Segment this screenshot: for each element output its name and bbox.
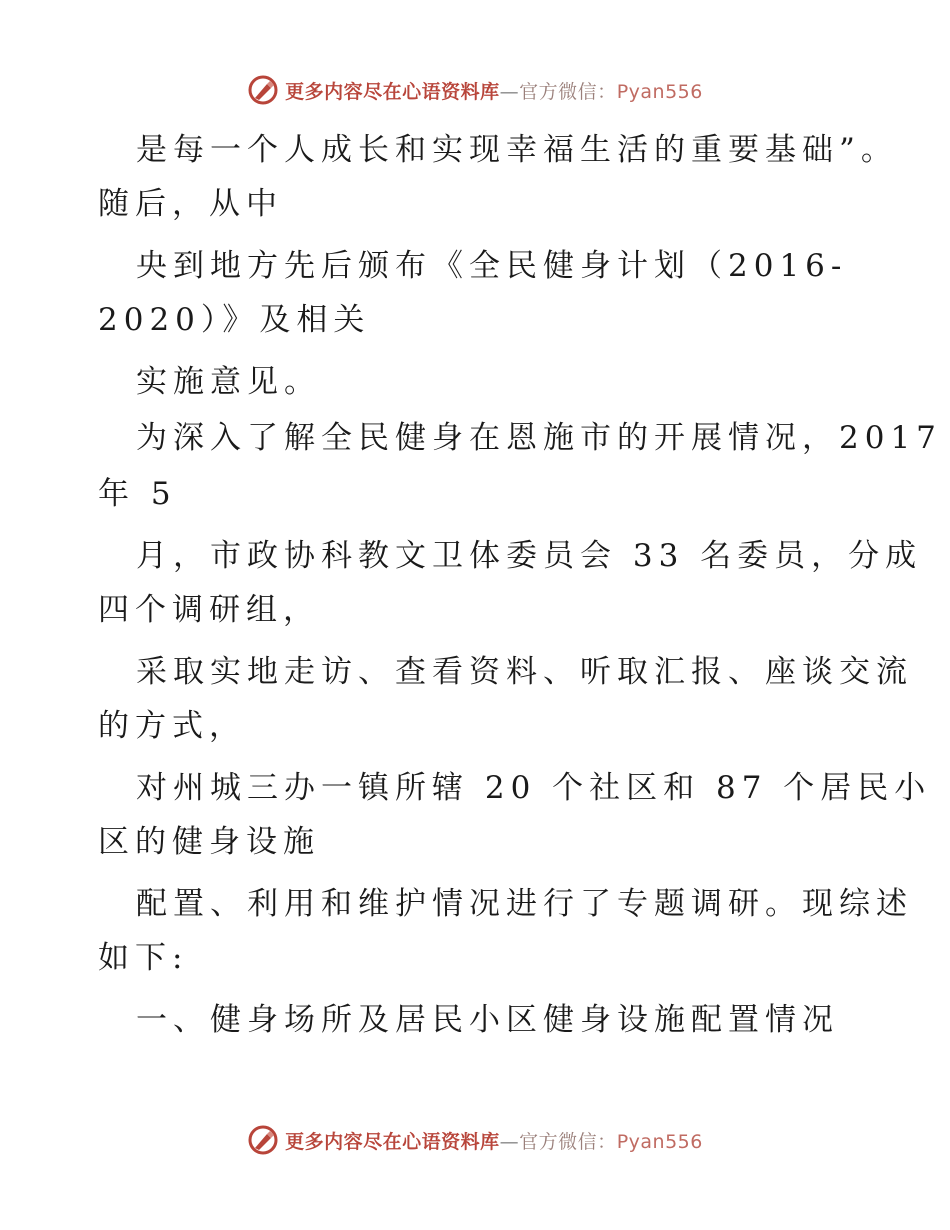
- watermark-brand: 更多内容尽在心语资料库: [285, 1130, 500, 1153]
- watermark-account: Pyan556: [616, 80, 703, 103]
- watermark-separator: —: [499, 1130, 520, 1153]
- header-watermark: [0, 70, 950, 110]
- paragraph-line: 为深入了解全民健身在恩施市的开展情况，2017: [136, 420, 942, 456]
- paragraph-line: 实施意见。: [136, 364, 321, 400]
- paragraph-line: 随后，从中: [98, 186, 283, 222]
- section-heading: 一、健身场所及居民小区健身设施配置情况: [136, 1002, 839, 1038]
- watermark-separator: —: [499, 80, 520, 103]
- paragraph-line: 对州城三办一镇所辖 20 个社区和 87 个居民小: [136, 770, 932, 806]
- footer-watermark: [0, 1120, 950, 1160]
- watermark-label: 官方微信：: [519, 1130, 617, 1153]
- paragraph-line: 2020）》及相关: [98, 302, 371, 338]
- watermark-brand: 更多内容尽在心语资料库: [285, 80, 500, 103]
- paragraph-line: 区的健身设施: [98, 824, 320, 860]
- paragraph-line: 四个调研组，: [98, 592, 320, 628]
- paragraph-line: 年 5: [98, 476, 177, 512]
- pen-logo-icon: [247, 1124, 279, 1156]
- paragraph-line: 如下:: [98, 940, 189, 976]
- pen-logo-icon: [247, 74, 279, 106]
- paragraph-line: 央到地方先后颁布《全民健身计划（2016-: [136, 248, 848, 284]
- paragraph-line: 是每一个人成长和实现幸福生活的重要基础”。: [136, 132, 898, 168]
- watermark-text: [285, 1127, 703, 1154]
- paragraph-line: 采取实地走访、查看资料、听取汇报、座谈交流: [136, 654, 913, 690]
- paragraph-line: 月，市政协科教文卫体委员会 33 名委员，分成: [136, 538, 923, 574]
- watermark-text: [285, 77, 703, 104]
- watermark-account: Pyan556: [616, 1130, 703, 1153]
- paragraph-line: 配置、利用和维护情况进行了专题调研。现综述: [136, 886, 913, 922]
- watermark-label: 官方微信：: [519, 80, 617, 103]
- paragraph-line: 的方式，: [98, 708, 246, 744]
